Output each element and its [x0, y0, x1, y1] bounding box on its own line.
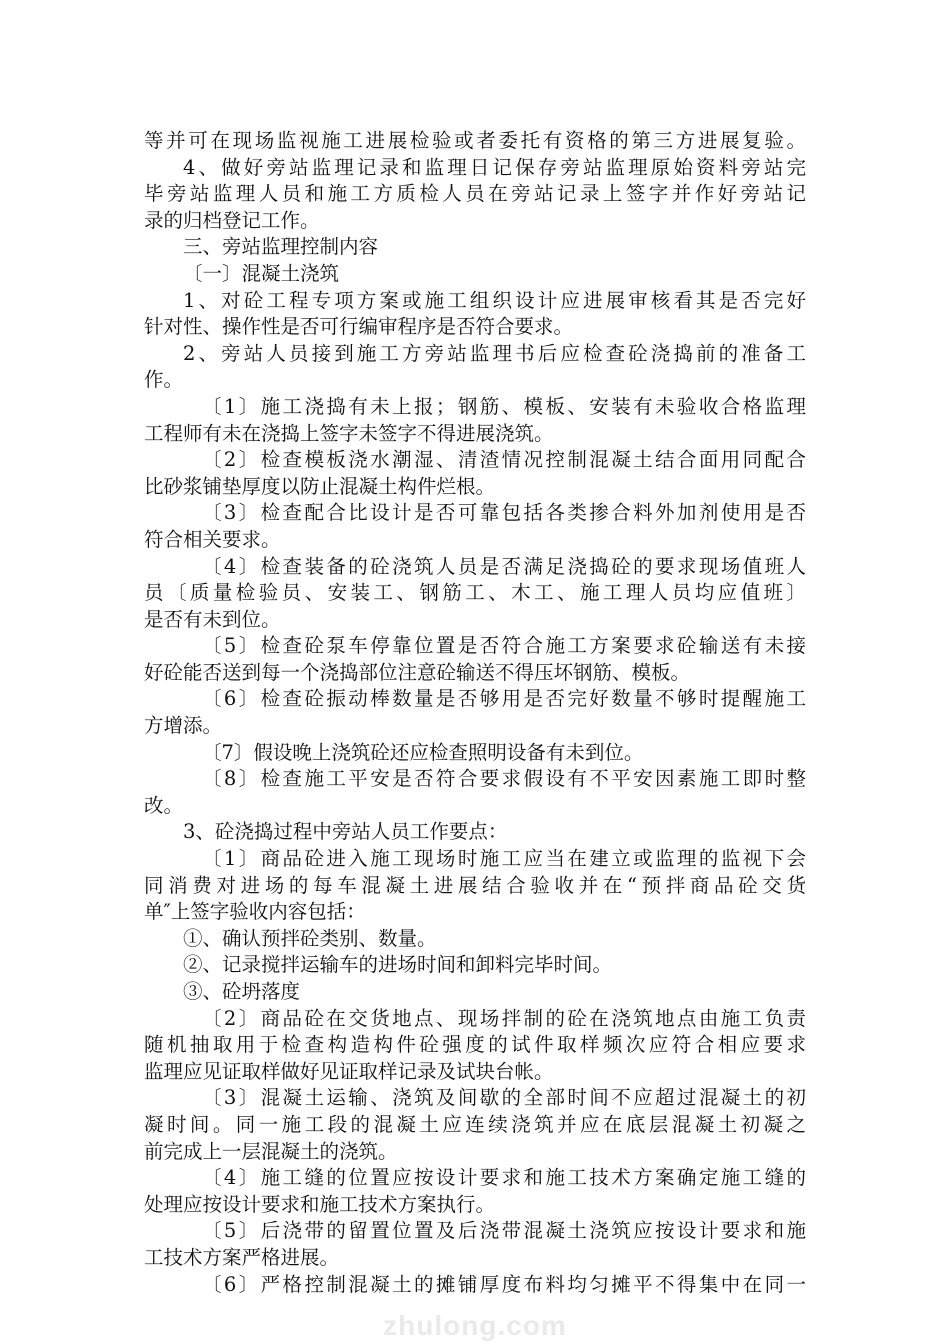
text-line: 针对性、操作性是否可行编审程序是否符合要求。: [144, 315, 574, 339]
text-line: 毕旁站监理人员和施工方质检人员在旁站记录上签字并作好旁站记: [144, 182, 806, 206]
text-line: 〔5〕检查砼泵车停靠位置是否符合施工方案要求砼输送有未接: [202, 634, 806, 658]
text-line: 前完成上一层混凝土的浇筑。: [144, 1139, 398, 1163]
text-line: ②、记录搅拌运输车的进场时间和卸料完毕时间。: [183, 953, 613, 977]
text-line: 是否有未到位。: [144, 607, 281, 631]
text-line: 凝时间。同一施工段的混凝土应连续浇筑并应在底层混凝土初凝之: [144, 1112, 806, 1136]
text-line: 〔1〕商品砼进入施工现场时施工应当在建立或监理的监视下会: [202, 847, 806, 871]
text-line: 录的归档登记工作。: [144, 208, 320, 232]
text-line: 随机抽取用于检查构造构件砼强度的试件取样频次应符合相应要求: [144, 1033, 806, 1057]
text-line: 单″上签字验收内容包括：: [144, 900, 366, 924]
text-line: 〔2〕检查模板浇水潮湿、清渣情况控制混凝土结合面用同配合: [202, 448, 806, 472]
text-line: 〔7〕假设晚上浇筑砼还应检查照明设备有未到位。: [202, 740, 644, 764]
text-line: 〔8〕检查施工平安是否符合要求假设有不平安因素施工即时整: [202, 767, 806, 791]
text-line: 3、砼浇捣过程中旁站人员工作要点：: [183, 820, 508, 844]
text-line: 4、做好旁站监理记录和监理日记保存旁站监理原始资料旁站完: [183, 155, 806, 179]
text-line: 1、对砼工程专项方案或施工组织设计应进展审核看其是否完好: [183, 288, 806, 312]
text-line: ③、砼坍落度: [183, 980, 301, 1003]
text-line: 〔4〕施工缝的位置应按设计要求和施工技术方案确定施工缝的: [202, 1166, 806, 1190]
text-line: 好砼能否送到每一个浇捣部位注意砼输送不得压坏钢筋、模板。: [144, 660, 691, 684]
text-line: 作。: [144, 368, 184, 392]
text-line: 工程师有未在浇捣上签字未签字不得进展浇筑。: [144, 421, 554, 445]
text-line: 监理应见证取样做好见证取样记录及试块台帐。: [144, 1059, 554, 1083]
text-line: 等并可在现场监视施工进展检验或者委托有资格的第三方进展复验。: [144, 129, 806, 152]
text-line: 〔3〕检查配合比设计是否可靠包括各类掺合料外加剂使用是否: [202, 501, 806, 525]
text-line: 符合相关要求。: [144, 527, 281, 551]
text-line: 〔6〕严格控制混凝土的摊铺厚度布料均匀摊平不得集中在同一: [202, 1272, 806, 1296]
text-line: 工技术方案严格进展。: [144, 1245, 340, 1269]
document-body: [144, 128, 806, 1298]
text-line: 〔1〕施工浇捣有未上报；钢筋、模板、安装有未验收合格监理: [202, 394, 806, 418]
text-line: 2、旁站人员接到施工方旁站监理书后应检查砼浇捣前的准备工: [183, 341, 806, 365]
text-line: 〔6〕检查砼振动棒数量是否够用是否完好数量不够时提醒施工: [202, 687, 806, 711]
text-line: 〔4〕检查装备的砼浇筑人员是否满足浇捣砼的要求现场值班人: [202, 554, 806, 578]
text-line: 改。: [144, 793, 184, 817]
text-line: 同消费对进场的每车混凝土进展结合验收并在“预拌商品砼交货: [144, 873, 806, 897]
text-line: 〔2〕商品砼在交货地点、现场拌制的砼在浇筑地点由施工负责: [202, 1006, 806, 1030]
text-line: 方增添。: [144, 714, 223, 738]
text-line: 员〔质量检验员、安装工、钢筋工、木工、施工理人员均应值班〕: [144, 581, 806, 605]
watermark: zhulong.com: [383, 1310, 567, 1341]
text-line: 三、旁站监理控制内容: [183, 235, 379, 259]
text-line: 〔一〕混凝土浇筑: [183, 261, 340, 285]
text-line: 〔5〕后浇带的留置位置及后浇带混凝土浇筑应按设计要求和施: [202, 1219, 806, 1243]
text-line: 比砂浆铺垫厚度以防止混凝土构件烂根。: [144, 474, 496, 498]
text-line: 〔3〕混凝土运输、浇筑及间歇的全部时间不应超过混凝土的初: [202, 1086, 806, 1110]
text-line: ①、确认预拌砼类别、数量。: [183, 926, 437, 950]
text-line: 处理应按设计要求和施工技术方案执行。: [144, 1192, 496, 1216]
